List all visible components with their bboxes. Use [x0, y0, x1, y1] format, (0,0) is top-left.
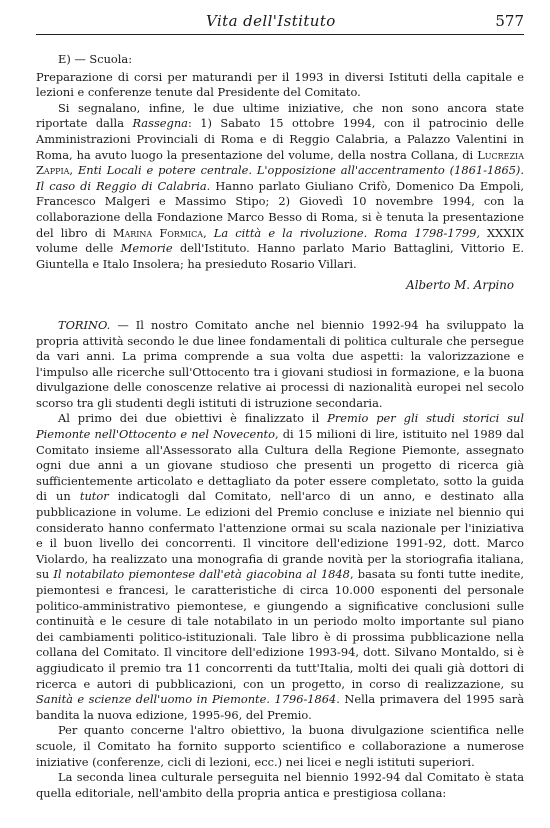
signature: Alberto M. Arpino — [406, 278, 514, 293]
paragraph-iniziative: Si segnalano, infine, le due ultime iniziative, che non sono ancora state riportate dalla Rassegna: 1) Sabato 15 ottobre 1994, con il patrocinio delle Amministrazioni Provinciali di Roma e di Reggio Calabria, a Palazzo Valentini in Roma, ha avuto luogo la presentazione del volume, della nostra Collana, di Lucrezia Zappia, Enti Locali e potere centrale. L'opposizione all'accentramento (1861-1865). Il caso di Reggio di Calabria. Hanno parlato Giuliano Crifò, Domenico Da Empoli, Francesco Malgeri e Massimo Stipo; 2) Giovedì 10 novembre 1994, con la collaborazione della Fondazione Marco Besso di Roma, si è tenuta la presentazione del libro di Marina Formica, La città e la rivoluzione. Roma 1798-1799, XXXIX volume delle Memorie dell'Istituto. Hanno parlato Mario Battaglini, Vittorio E. Giuntella e Italo Insolera; ha presieduto Rosario Villari. — [36, 100, 525, 271]
paragraph-divulgazione: Per quanto concerne l'altro obiettivo, la buona divulgazione scientifica nelle scuole, il Comitato ha fornito supporto scientifico e collaborazione a numerose iniziative (conferenze, cicli di lezioni, ecc.) nei licei e negli istituti superiori. — [36, 723, 524, 769]
paragraph-editoriale: La seconda linea culturale perseguita nel biennio 1992-94 dal Comitato è stata quella editoriale, nell'ambito della propria antica e prestigiosa collana: — [36, 770, 524, 800]
paragraph-preparazione: Preparazione di corsi per maturandi per il 1993 in diversi Istituti della capitale e lezioni e conferenze tenute dal Presidente del Comitato. — [36, 69, 524, 100]
paragraph-torino-intro: TORINO. — Il nostro Comitato anche nel biennio 1992-94 ha sviluppato la propria attività secondo le due linee fondamentali di politica culturale che persegue da vari anni. La prima comprende a sua volta due aspetti: la valorizzazione e l'impulso alle ricerche sull'Ottocento tra i giovani studiosi in formazione, e la buona divulgazione delle conoscenze relative ai processi di nazionalità europei nel secolo scorso tra gli studenti degli istituti di istruzione secondaria. — [36, 317, 524, 410]
section-gap — [36, 294, 524, 318]
page-number: 577 — [495, 12, 524, 30]
page-body — [36, 52, 524, 801]
page-header — [36, 12, 524, 32]
running-title: Vita dell'Istituto — [206, 12, 336, 30]
header-rule — [36, 34, 524, 35]
section-label: E) — Scuola: — [58, 52, 133, 66]
paragraph-premio: Al primo dei due obiettivi è finalizzato il Premio per gli studi storici sul Piemonte nell'Ottocento e nel Novecento, di 15 milioni di lire, istituito nel 1989 dal Comitato insieme all'Assessorato alla Cultura della Regione Piemonte, assegnato ogni due anni a un giovane studioso che presenti un progetto di ricerca già sufficientemente articolato e dettagliato da poter essere completato, sotto la guida di un tutor indicatogli dal Comitato, nell'arco di un anno, e destinato alla pubblicazione in volume. Le edizioni del Premio concluse e iniziate nel biennio qui considerato hanno confermato l'attenzione ormai su scala nazionale per l'iniziativa e il buon livello dei concorrenti. Il vincitore dell'edizione 1991-92, dott. Marco Violardo, ha realizzato una monografia di grande novità per la storiografia italiana, su Il notabilato piemontese dall'età giacobina al 1848, basata su fonti tutte inedite, piemontesi e francesi, le caratteristiche di circa 10.000 esponenti del personale politico-amministrativo piemontese, e giungendo a significative conclusioni sulle continuità e le cesure di tale notabilato in un periodo molto importante sul piano dei cambiamenti politico-istituzionali. Tale libro è di prossima pubblicazione nella collana del Comitato. Il vincitore dell'edizione 1993-94, dott. Silvano Montaldo, si è aggiudicato il premio tra 11 concorrenti da tutt'Italia, molti dei quali già dottori di ricerca e autori di pubblicazioni, con un progetto, in corso di realizzazione, su Sanità e scienze dell'uomo in Piemonte. 1796-1864. Nella primavera del 1995 sarà bandita la nuova edizione, 1995-96, del Premio. — [36, 411, 524, 722]
